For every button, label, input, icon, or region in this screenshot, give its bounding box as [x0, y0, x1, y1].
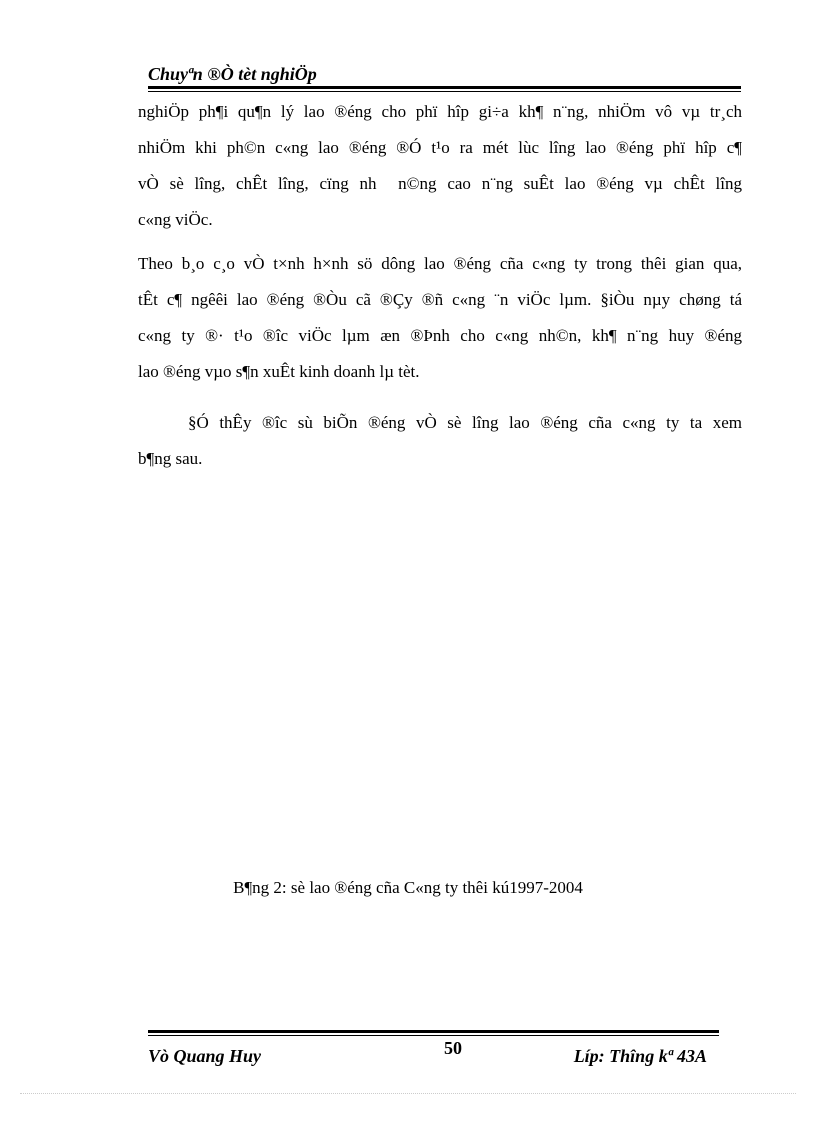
- header-title: Chuyªn ®Ò tèt nghiÖp: [148, 64, 317, 84]
- paragraph-line: §Ó thÊy ®îc sù biÕn ®éng vÒ sè lîng lao ®éng cña c«ng ty ta xem: [188, 413, 742, 432]
- paragraph-2: [138, 246, 742, 390]
- table-caption: B¶ng 2: sè lao ®éng cña C«ng ty thêi kú1997-2004: [233, 878, 583, 897]
- header-rule-thick: [148, 86, 741, 89]
- footer-class: Líp: Thîng kª 43A: [573, 1046, 707, 1066]
- page-header: [148, 63, 741, 92]
- header-rule-thin: [148, 91, 741, 92]
- paragraph-line: lao ®éng vµo s¶n xuÊt kinh doanh lµ tèt.: [138, 362, 420, 381]
- footer-row: [148, 1036, 719, 1066]
- paragraph-3: [138, 405, 742, 477]
- page-number: 50: [444, 1038, 462, 1058]
- paragraph-line: tÊt c¶ ngêêi lao ®éng ®Òu cã ®Çy ®ñ c«ng ¨n viÖc lµm. §iÒu nµy chøng tá: [138, 290, 742, 309]
- footer-author: Vò Quang Huy: [148, 1046, 262, 1066]
- paragraph-line: c«ng viÖc.: [138, 210, 213, 229]
- paragraph-line: nhiÖm khi ph©n c«ng lao ®éng ®Ó t¹o ra mét lùc lîng lao ®éng phï hîp c¶: [138, 138, 742, 157]
- footer-rule-thick: [148, 1030, 719, 1033]
- paragraph-line: Theo b¸o c¸o vÒ t×nh h×nh sö dông lao ®éng cña c«ng ty trong thêi gian qua,: [138, 254, 742, 273]
- paragraph-line: nghiÖp ph¶i qu¶n lý lao ®éng cho phï hîp gi÷a kh¶ n¨ng, nhiÖm vô vµ tr¸ch: [138, 102, 742, 121]
- paragraph-line: vÒ sè lîng, chÊt lîng, cïng nh n©ng cao n¨ng suÊt lao ®éng vµ chÊt lîng: [138, 174, 742, 193]
- paragraph-1: [138, 94, 742, 238]
- page-footer: [148, 1030, 719, 1066]
- paragraph-line: c«ng ty ®· t¹o ®îc viÖc lµm æn ®Þnh cho c«ng nh©n, kh¶ n¨ng huy ®éng: [138, 326, 742, 345]
- bottom-dotted-line: [20, 1093, 796, 1094]
- paragraph-line: b¶ng sau.: [138, 449, 203, 468]
